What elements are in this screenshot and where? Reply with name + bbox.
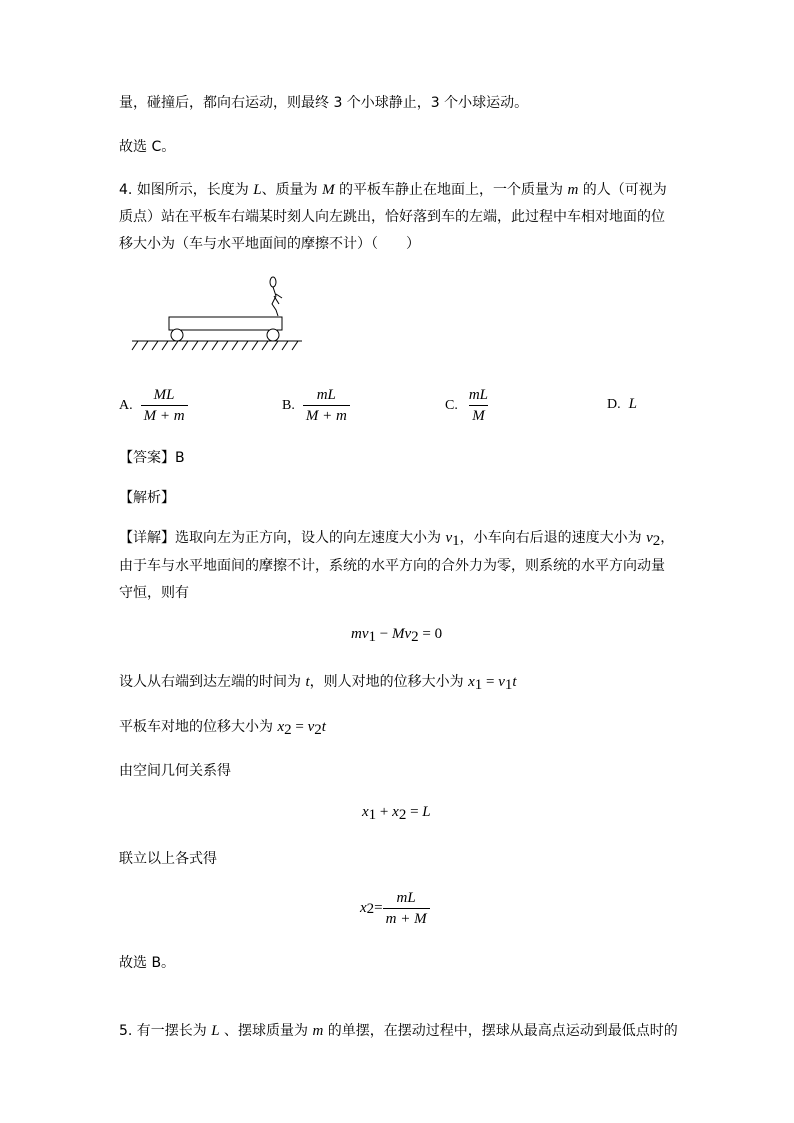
person-icon bbox=[270, 277, 282, 316]
question-4-line-3: 移大小为（车与水平地面间的摩擦不计）（ ） bbox=[119, 236, 420, 252]
detail-line-2: 由于车与水平地面间的摩擦不计，系统的水平方向的合外力为零，则系统的水平方向动量 bbox=[119, 558, 665, 574]
detail-line-3: 守恒，则有 bbox=[119, 585, 189, 601]
wheel-left bbox=[171, 329, 183, 341]
option-b[interactable]: B. $\frac{mL}{M + m}$ bbox=[282, 385, 350, 426]
ground-hatch bbox=[132, 341, 298, 350]
step-line-1: 设人从右端到达左端的时间为 t，则人对地的位移大小为 $x_1 = v_1t$ bbox=[119, 674, 517, 693]
cart-diagram bbox=[130, 272, 310, 354]
question-5-line-1: 5. 有一摆长为 L 、摆球质量为 m 的单摆，在摆动过程中，摆球从最高点运动到最低点时的 bbox=[119, 1023, 678, 1039]
option-d[interactable]: D. L bbox=[607, 396, 637, 412]
equation-geometry: $x_1 + x_2 = L$ bbox=[362, 804, 431, 823]
text-line: 量，碰撞后，都向右运动，则最终 3 个小球静止，3 个小球运动。 bbox=[119, 95, 529, 111]
cart-figure bbox=[130, 272, 310, 358]
answer-label: 【答案】B bbox=[119, 450, 185, 466]
conclusion: 故选 B。 bbox=[119, 955, 176, 971]
step-line-3: 由空间几何关系得 bbox=[119, 763, 231, 779]
detail-line-1: 【详解】选取向左为正方向，设人的向左速度大小为 $v_1$，小车向右后退的速度大小为 $v_2$， bbox=[119, 530, 675, 549]
equation-result: x 2 = $\frac{mL}{m + M}$ bbox=[360, 888, 430, 929]
option-c[interactable]: C. $\frac{mL}{M}$ bbox=[445, 387, 489, 424]
text-line: 故选 C。 bbox=[119, 139, 176, 155]
question-4-line-1: 4. 如图所示，长度为 L、质量为 M 的平板车静止在地面上，一个质量为 m 的人（可视为 bbox=[119, 182, 667, 198]
wheel-right bbox=[267, 329, 279, 341]
equation-momentum: $mv_1 - Mv_2 = 0$ bbox=[351, 626, 443, 645]
step-line-4: 联立以上各式得 bbox=[119, 851, 217, 867]
cart-body bbox=[169, 317, 282, 330]
option-a[interactable]: A. $\frac{ML}{M + m}$ bbox=[119, 385, 188, 426]
analysis-label: 【解析】 bbox=[119, 490, 175, 506]
step-line-2: 平板车对地的位移大小为 $x_2 = v_2t$ bbox=[119, 719, 326, 738]
question-4-line-2: 质点）站在平板车右端某时刻人向左跳出，恰好落到车的左端，此过程中车相对地面的位 bbox=[119, 209, 665, 225]
